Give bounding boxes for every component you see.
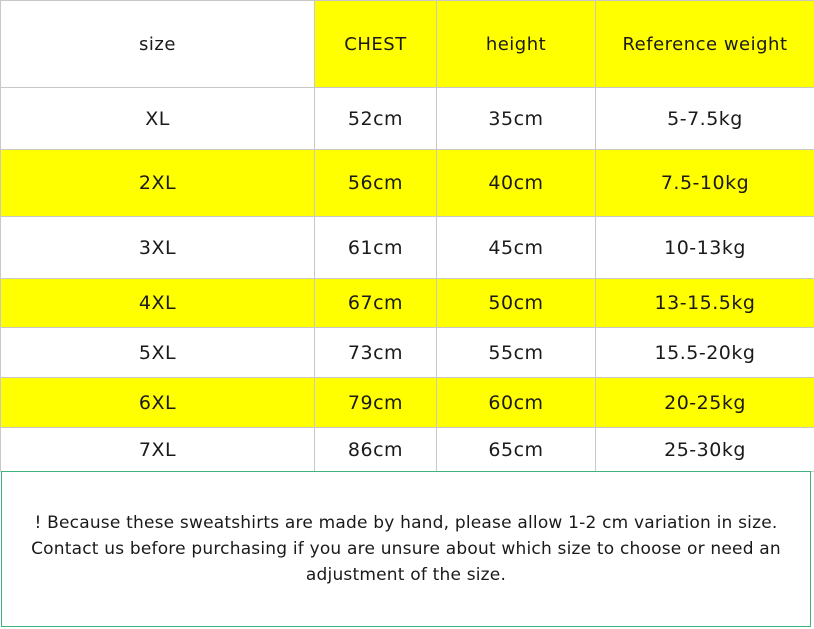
cell-weight: 20-25kg [596,378,814,428]
cell-height: 65cm [437,428,596,472]
cell-weight: 15.5-20kg [596,328,814,378]
table-row [1,150,814,217]
table-header-row [1,1,814,88]
cell-height: 35cm [437,88,596,150]
table-row [1,217,814,279]
table-row [1,328,814,378]
header-size: size [1,1,315,88]
table-row [1,378,814,428]
cell-chest: 52cm [315,88,437,150]
cell-chest: 73cm [315,328,437,378]
cell-height: 60cm [437,378,596,428]
cell-size: XL [1,88,315,150]
cell-height: 55cm [437,328,596,378]
cell-height: 45cm [437,217,596,279]
header-height: height [437,1,596,88]
cell-weight: 5-7.5kg [596,88,814,150]
cell-height: 50cm [437,279,596,328]
cell-size: 7XL [1,428,315,472]
table-row [1,279,814,328]
header-chest: CHEST [315,1,437,88]
cell-chest: 61cm [315,217,437,279]
cell-weight: 25-30kg [596,428,814,472]
header-reference-weight: Reference weight [596,1,814,88]
note-text: ! Because these sweatshirts are made by hand, please allow 1-2 cm variation in size. Contact us before purchasing if you are unsure about which size to choose or need an adjustment of the size. [31,513,781,585]
cell-size: 4XL [1,279,315,328]
cell-height: 40cm [437,150,596,217]
cell-weight: 10-13kg [596,217,814,279]
cell-chest: 67cm [315,279,437,328]
cell-chest: 86cm [315,428,437,472]
cell-chest: 56cm [315,150,437,217]
cell-size: 5XL [1,328,315,378]
cell-chest: 79cm [315,378,437,428]
handmade-variation-note [1,471,811,627]
cell-weight: 7.5-10kg [596,150,814,217]
cell-size: 2XL [1,150,315,217]
table-row [1,88,814,150]
table-row [1,428,814,472]
cell-size: 6XL [1,378,315,428]
cell-weight: 13-15.5kg [596,279,814,328]
cell-size: 3XL [1,217,315,279]
